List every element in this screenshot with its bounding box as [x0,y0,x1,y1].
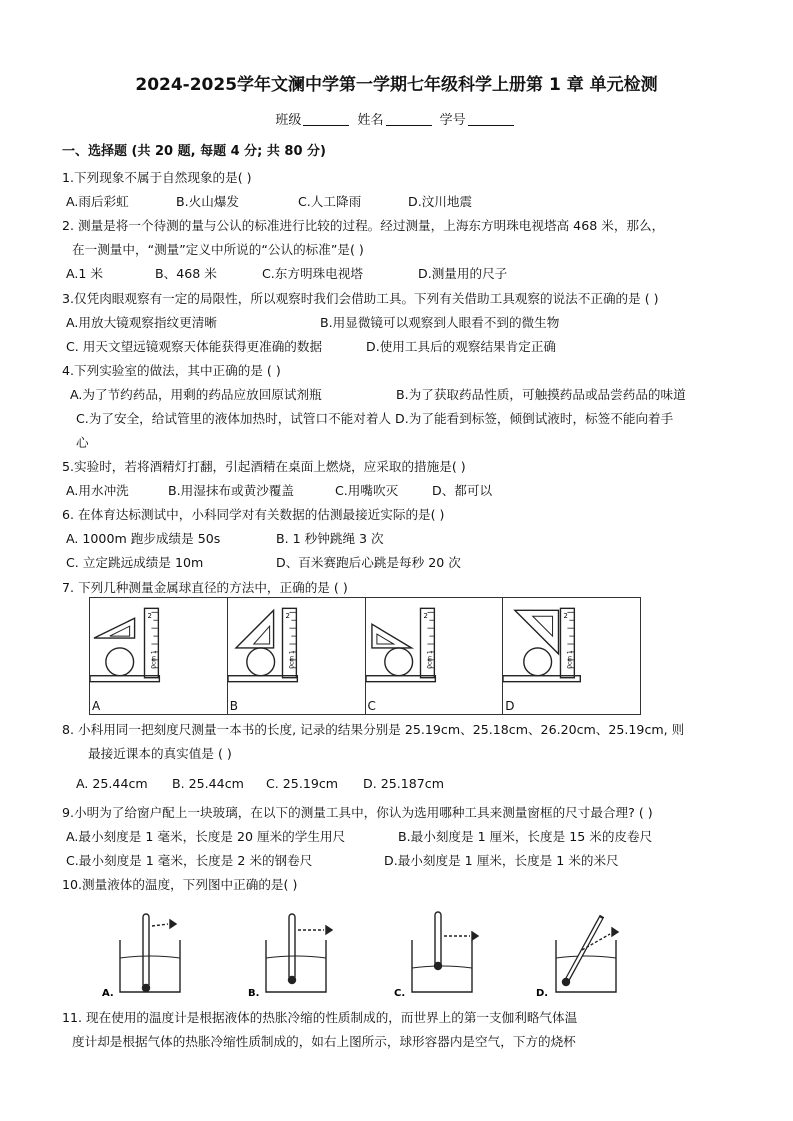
question-5-stem: 5.实验时，若将酒精灯打翻，引起酒精在桌面上燃烧，应采取的措施是( ) [62,459,466,474]
name-blank [386,113,432,126]
q8-option-d: D. 25.187cm [363,776,444,791]
id-blank [468,113,514,126]
class-label: 班级 [275,113,302,128]
q1-option-b: B.火山爆发 [176,194,240,209]
q5-option-b: B.用湿抹布或黄沙覆盖 [168,483,294,498]
q9-option-d: D.最小刻度是 1 厘米，长度是 1 米的米尺 [384,853,619,868]
id-label: 学号 [439,113,466,128]
q7-cell-d [503,598,641,715]
q9-option-b: B.最小刻度是 1 厘米，长度是 15 米的皮卷尺 [398,829,653,844]
q5-option-c: C.用嘴吹灭 [335,483,399,498]
question-4-stem: 4.下列实验室的做法，其中正确的是 ( ) [62,363,281,378]
ruler-ball-diagram-c [366,598,503,694]
ruler-ball-diagram-d [503,598,640,694]
q3-option-a: A.用放大镜观察指纹更清晰 [66,315,217,330]
q9-option-a: A.最小刻度是 1 毫米，长度是 20 厘米的学生用尺 [66,829,346,844]
q8-option-c: C. 25.19cm [266,776,339,791]
ruler-label-bottom: 0cm 1 [425,650,433,669]
q7-caption-c: C [367,699,376,713]
q4-option-b: B.为了获取药品性质，可触摸药品或品尝药品的味道 [396,387,686,402]
ruler-label-top: 2 [422,612,428,621]
q6-option-d: D、百米赛跑后心跳是每秒 20 次 [276,555,461,570]
q10-caption-a: A. [102,988,114,999]
q7-figure-table [89,597,641,715]
ruler-label-top: 2 [147,612,152,621]
q7-caption-d: D [505,699,515,713]
q4-option-a: A.为了节约药品，用剩的药品应放回原试剂瓶 [70,387,322,402]
q4-option-cd: C.为了安全，给试管里的液体加热时，试管口不能对着人 D.为了能看到标签，倾倒试液时，标签不能向着手 [76,411,674,426]
ruler-ball-diagram-b [228,598,365,694]
question-11-line-2: 度计却是根据气体的热胀冷缩性质制成的，如右上图所示，球形容器内是空气，下方的烧杯 [72,1034,576,1049]
question-7-stem: 7. 下列几种测量金属球直径的方法中，正确的是 ( ) [62,580,348,595]
question-6-stem: 6. 在体育达标测试中，小科同学对有关数据的估测最接近实际的是( ) [62,507,445,522]
q5-option-a: A.用水冲洗 [66,483,129,498]
q8-option-b: B. 25.44cm [172,776,244,791]
q3-option-d: D.使用工具后的观察结果肯定正确 [366,339,557,354]
name-label: 姓名 [357,113,384,128]
q10-caption-d: D. [536,988,549,999]
ruler-label-bottom: 0cm 1 [566,650,574,669]
ruler-ball-diagram-a [90,598,227,694]
page-title: 2024-2025学年文澜中学第一学期七年级科学上册第 1 章 单元检测 [135,75,658,95]
ruler-label-top: 2 [563,612,569,621]
q2-option-b: B、468 米 [155,266,217,281]
q7-cell-c [365,598,503,715]
q10-caption-b: B. [248,988,260,999]
q7-caption-a: A [92,699,101,713]
q8-option-a: A. 25.44cm [76,776,148,791]
q6-option-b: B. 1 秒钟跳绳 3 次 [276,531,384,546]
thermometer-beaker-figures [96,906,656,1002]
q10-caption-c: C. [394,988,406,999]
question-3-stem: 3.仅凭肉眼观察有一定的局限性，所以观察时我们会借助工具。下列有关借助工具观察的说法不正确的是 ( ) [62,291,659,306]
ruler-label-bottom: 0cm 1 [150,650,158,669]
q4-option-d-cont: 心 [76,435,89,450]
q2-option-a: A.1 米 [66,266,104,281]
q1-option-c: C.人工降雨 [298,194,362,209]
student-info-line [0,109,793,128]
question-2-stem-1: 2. 测量是将一个待测的量与公认的标准进行比较的过程。经过测量，上海东方明珠电视塔高 468 米，那么， [62,218,665,233]
ruler-label-bottom: 0cm 1 [288,650,296,669]
question-9-stem: 9.小明为了给窗户配上一块玻璃，在以下的测量工具中，你认为选用哪种工具来测量窗框的尺寸最合理? ( ) [62,805,653,820]
q6-option-c: C. 立定跳远成绩是 10m [66,555,204,570]
question-2-stem-2: 在一测量中，“测量”定义中所说的“公认的标准”是( ) [72,242,364,257]
question-11-line-1: 11. 现在使用的温度计是根据液体的热胀冷缩的性质制成的，而世界上的第一支伽利略气体温 [62,1010,578,1025]
q2-option-c: C.东方明珠电视塔 [262,266,363,281]
q6-option-a: A. 1000m 跑步成绩是 50s [66,531,221,546]
q9-option-c: C.最小刻度是 1 毫米，长度是 2 米的钢卷尺 [66,853,313,868]
section-heading: 一、选择题 (共 20 题, 每题 4 分; 共 80 分) [62,144,326,159]
q3-option-c: C. 用天文望远镜观察天体能获得更准确的数据 [66,339,323,354]
q1-option-a: A.雨后彩虹 [66,194,129,209]
q5-option-d: D、都可以 [432,483,493,498]
q7-cell-b [227,598,365,715]
question-8-stem-1: 8. 小科用同一把刻度尺测量一本书的长度, 记录的结果分别是 25.19cm、25.18cm、26.20cm、25.19cm, 则 [62,722,685,737]
question-1-stem: 1.下列现象不属于自然现象的是( ) [62,170,252,185]
q2-option-d: D.测量用的尺子 [418,266,508,281]
question-10-stem: 10.测量液体的温度，下列图中正确的是( ) [62,877,298,892]
q3-option-b: B.用显微镜可以观察到人眼看不到的微生物 [320,315,560,330]
q1-option-d: D.汶川地震 [408,194,473,209]
q7-caption-b: B [229,699,238,713]
question-8-stem-2: 最接近课本的真实值是 ( ) [88,746,232,761]
ruler-label-top: 2 [285,612,290,621]
q7-cell-a [90,598,228,715]
class-blank [303,113,349,126]
